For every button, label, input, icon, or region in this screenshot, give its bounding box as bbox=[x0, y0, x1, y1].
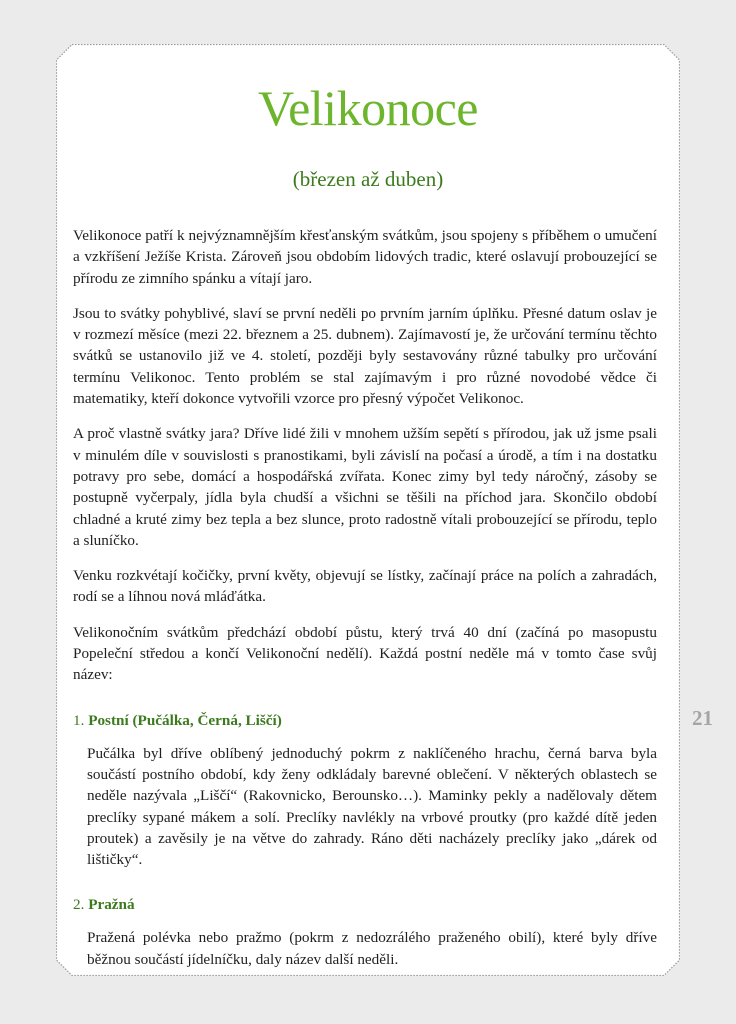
section-number: 1. bbox=[73, 711, 85, 729]
section-number: 2. bbox=[73, 896, 85, 914]
section-text: Pražená polévka nebo pražmo (pokrm z nedozrálého praženého obilí), které byly dříve běžnou součástí jídelníčku, daly název další neděli. bbox=[87, 929, 657, 968]
section-name: Postní (Pučálka, Černá, Liščí) bbox=[88, 711, 282, 729]
section-heading bbox=[73, 894, 657, 915]
section-text: Pučálka byl dříve oblíbený jednoduchý pokrm z naklíčeného hrachu, černá barva byla součástí postního období, kdy ženy odkládaly barevné oblečení. V některých oblastech se neděle nazývala „Liščí“ (Rakovnicko, Berounsko…). Maminky pekly a nadělovaly dětem preclíky sypané mákem a solí. Preclíky navlékly na vrbové proutky (pro každé dítě jeden proutek) a zavěsily je na větve do zahrady. Ráno děti nacházely preclíky jako „dárek od lištičky“. bbox=[87, 744, 657, 869]
page-subtitle: (březen až duben) bbox=[292, 167, 444, 191]
article-body bbox=[73, 225, 657, 984]
paragraph: Velikonoce patří k nejvýznamnějším křesťanským svátkům, jsou spojeny s příběhem o umučení a vzkříšení Ježíše Krista. Zároveň jsou obdobím lidových tradic, které oslavují probouzející se přírodu ze zimního spánku a vítají jaro. bbox=[73, 227, 657, 287]
paragraph: Venku rozkvétají kočičky, první květy, objevují se lístky, začínají práce na polích a zahradách, rodí se a líhnou nová mláďátka. bbox=[73, 567, 657, 606]
section-heading bbox=[73, 710, 657, 731]
page-content bbox=[56, 44, 680, 976]
paragraph: Jsou to svátky pohyblivé, slaví se první neděli po prvním jarním úplňku. Přesné datum oslav je v rozmezí měsíce (mezi 22. březnem a 25. dubnem). Zajímavostí je, že určování termínu těchto svátků se ustanovilo již ve 4. století, později byly sestavovány různé tabulky pro určování termínu Velikonoc. Tento problém se stal zajímavým i pro různé novodobé vědce či matematiky, kteří dokonce vytvořili vzorce pro přesný výpočet Velikonoc. bbox=[73, 304, 657, 408]
paragraph: A proč vlastně svátky jara? Dříve lidé žili v mnohem užším sepětí s přírodou, jak už jsme psali v minulém díle v souvislosti s pranostikami, byli závislí na počasí a úrodě, a tím i na dostatku potravy pro sebe, domácí a hospodářská zvířata. Konec zimy byl tedy náročný, zásoby se postupně vyčerpaly, jídla byla chudší a všichni se těšili na příchod jara. Skončilo období chladné a kruté zimy bez tepla a bez slunce, proto radostně vítali probouzející se přírodu, teplo a sluníčko. bbox=[73, 425, 657, 549]
page-title: Velikonoce bbox=[258, 80, 478, 136]
paragraph: Velikonočním svátkům předchází období půstu, který trvá 40 dní (začíná po masopustu Popeleční středou a končí Velikonoční nedělí). Každá postní neděle má v tomto čase svůj název: bbox=[73, 623, 657, 684]
section-name: Pražná bbox=[88, 896, 135, 914]
page-number: 21 bbox=[692, 706, 713, 730]
